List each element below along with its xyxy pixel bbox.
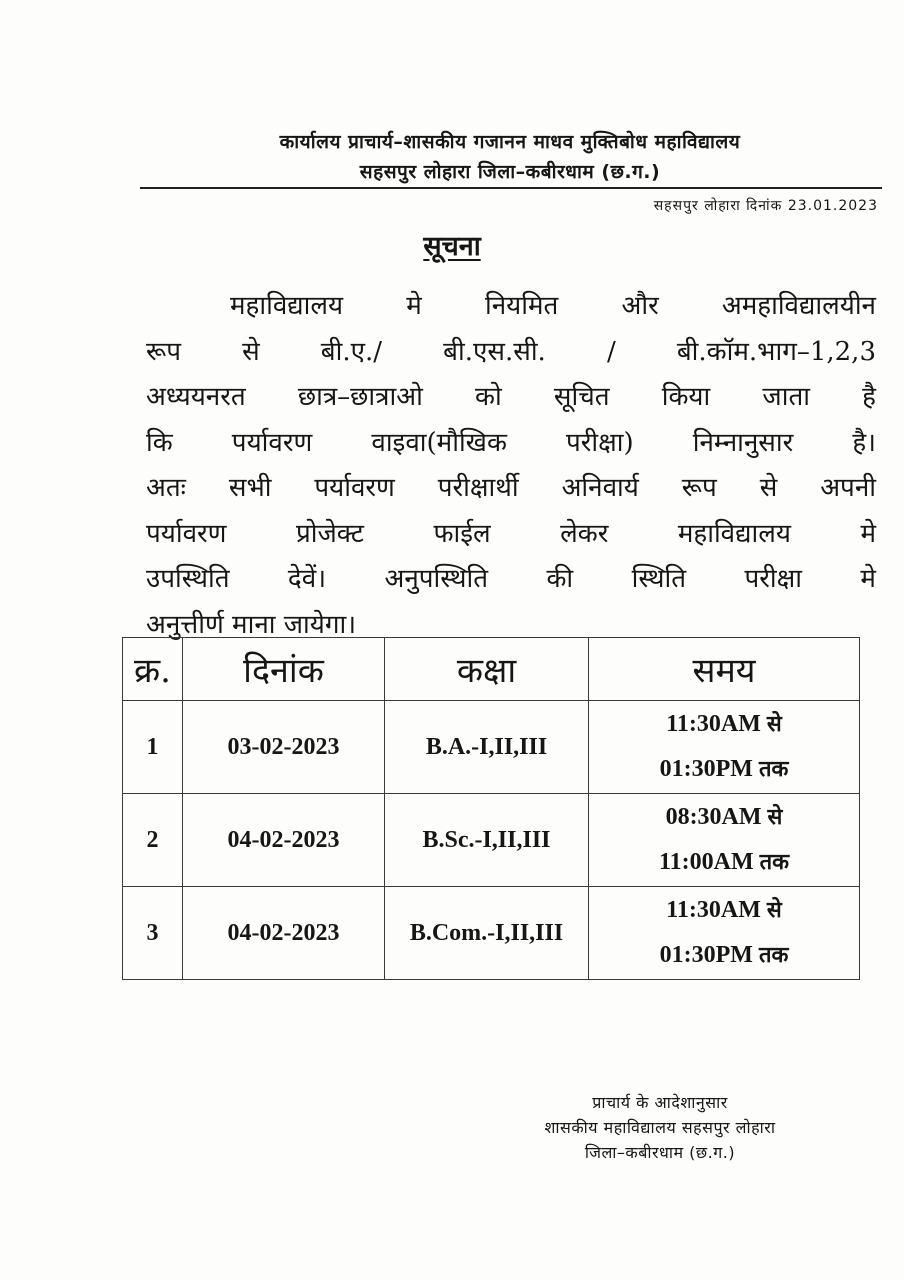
header-time: समय (589, 638, 860, 701)
cell-time (589, 887, 860, 980)
office-address: सहसपुर लोहारा जिला–कबीरधाम (छ.ग.) (359, 161, 661, 183)
cell-date: 04-02-2023 (183, 887, 385, 980)
notice-line: कि पर्यावरण वाइवा(मौखिक परीक्षा) निम्नानुसार है। (146, 427, 876, 458)
table-row (123, 887, 860, 980)
cell-class: B.A.-I,II,III (385, 701, 589, 794)
time-to: 01:30PM (659, 756, 753, 782)
signature-block (470, 1090, 850, 1165)
notice-line: अध्ययनरत छात्र–छात्राओ को सूचित किया जाता है (146, 382, 876, 412)
notice-line: अनुत्तीर्ण माना जायेगा। (146, 609, 357, 640)
from-word: से (766, 898, 782, 923)
table-header-row (123, 638, 860, 701)
cell-time (589, 794, 860, 887)
notice-line: पर्यावरण प्रोजेक्ट फाईल लेकर महाविद्यालय मे (146, 518, 876, 549)
header-date: दिनांक (183, 638, 385, 701)
cell-class: B.Com.-I,II,III (385, 887, 589, 980)
cell-serial: 3 (123, 887, 183, 980)
time-from: 08:30AM (665, 804, 762, 830)
time-to: 11:00AM (658, 849, 754, 875)
signature-line: प्राचार्य के आदेशानुसार (592, 1093, 728, 1112)
notice-line: उपस्थिति देवें। अनुपस्थिति की स्थिति परीक्षा मे (146, 564, 876, 594)
cell-date: 04-02-2023 (183, 794, 385, 887)
notice-line: रूप से बी.ए./ बी.एस.सी. / बी.कॉम.भाग–1,2,3 (146, 336, 876, 367)
header-divider (140, 187, 882, 189)
to-word: तक (758, 757, 789, 782)
from-word: से (767, 805, 783, 830)
cell-class: B.Sc.-I,II,III (385, 794, 589, 887)
office-title: कार्यालय प्राचार्य–शासकीय गजानन माधव मुक्तिबोध महाविद्यालय (279, 131, 741, 153)
table-row (123, 701, 860, 794)
to-word: तक (758, 943, 789, 968)
to-word: तक (759, 850, 790, 875)
time-to: 01:30PM (659, 942, 753, 968)
notice-line: अतः सभी पर्यावरण परीक्षार्थी अनिवार्य रूप से अपनी (146, 473, 876, 503)
viva-schedule-table (122, 637, 860, 980)
notice-line: महाविद्यालय मे नियमित और अमहाविद्यालयीन (230, 291, 876, 321)
header-class: कक्षा (385, 638, 589, 701)
from-word: से (766, 712, 782, 737)
cell-serial: 2 (123, 794, 183, 887)
notice-title: सूचना (423, 231, 481, 262)
notice-body (146, 284, 876, 648)
header-serial: क्र. (123, 638, 183, 701)
table-row (123, 794, 860, 887)
cell-time (589, 701, 860, 794)
cell-date: 03-02-2023 (183, 701, 385, 794)
signature-line: जिला–कबीरधाम (छ.ग.) (584, 1143, 736, 1162)
time-from: 11:30AM (666, 897, 761, 923)
signature-line: शासकीय महाविद्यालय सहसपुर लोहारा (544, 1118, 776, 1137)
time-from: 11:30AM (666, 711, 761, 737)
cell-serial: 1 (123, 701, 183, 794)
issue-date: सहसपुर लोहारा दिनांक 23.01.2023 (653, 198, 878, 214)
